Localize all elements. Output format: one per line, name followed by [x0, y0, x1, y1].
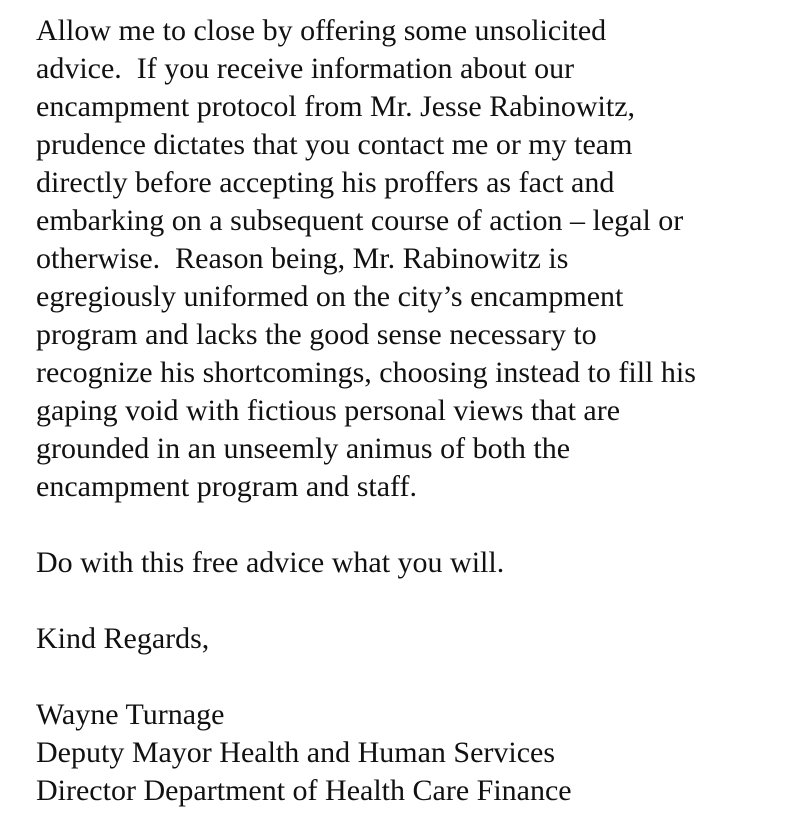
paragraph-line: otherwise. Reason being, Mr. Rabinowitz is [36, 242, 569, 275]
paragraph-line: egregiously uniformed on the city’s encampment [36, 280, 624, 313]
letter-body [36, 12, 796, 810]
paragraph-line: program and lacks the good sense necessary to [36, 318, 597, 351]
paragraph-line: encampment protocol from Mr. Jesse Rabinowitz, [36, 90, 636, 123]
paragraph-line: prudence dictates that you contact me or my team [36, 128, 633, 161]
paragraph-line: encampment program and staff. [36, 470, 417, 503]
paragraph-gap [36, 506, 796, 544]
closing: Kind Regards, [36, 622, 210, 655]
paragraph-line: advice. If you receive information about our [36, 52, 575, 85]
paragraph-line: embarking on a subsequent course of action – legal or [36, 204, 684, 237]
paragraph-line: directly before accepting his proffers as fact and [36, 166, 615, 199]
paragraph-gap [36, 582, 796, 620]
signature-title-2: Director Department of Health Care Finance [36, 774, 572, 807]
paragraph-line: Allow me to close by offering some unsolicited [36, 14, 607, 47]
signature-name: Wayne Turnage [36, 698, 225, 731]
advice-paragraph [36, 12, 796, 506]
paragraph-line: grounded in an unseemly animus of both the [36, 432, 571, 465]
paragraph-line: recognize his shortcomings, choosing instead to fill his [36, 356, 696, 389]
free-advice-paragraph: Do with this free advice what you will. [36, 546, 505, 579]
signature-title-1: Deputy Mayor Health and Human Services [36, 736, 556, 769]
signature-block [36, 696, 796, 810]
paragraph-line: gaping void with fictious personal views that are [36, 394, 621, 427]
paragraph-gap [36, 658, 796, 696]
